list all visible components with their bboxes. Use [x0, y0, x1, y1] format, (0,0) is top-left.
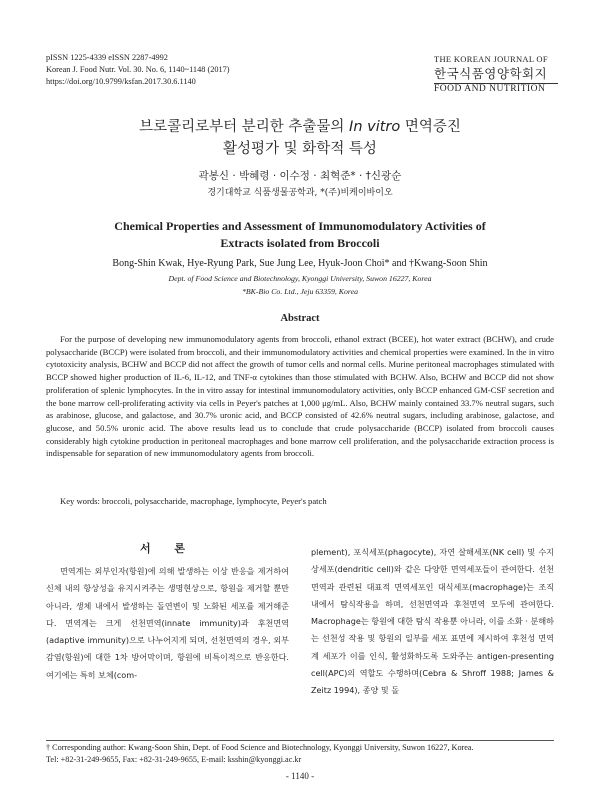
english-title-line2: Extracts isolated from Broccoli — [220, 236, 380, 250]
abstract-text: For the purpose of developing new immunomodulatory agents from broccoli, ethanol extract (BCEE), hot water extract (BCHW), and crude polysaccharide (BCCP) were isolated from broccoli, and their immunomodulatory activities and chemical properties were examined. In the in vitro cytotoxicity analysis, BCHW and BCCP did not affect the growth of tumor cells and normal cells. Murine peritoneal macrophages stimulated with BCCP showed higher production of IL-6, IL-12, and TNF-α cytokines than those stimulated with BCHW. Also, BCHW and BCCP did not show proliferation of splenic lymphocytes. In the in vitro assay for intestinal immunomodulatory activities, only BCCP enhanced GM-CSF secretion and the bone marrow cell-proliferating activity via cells in Peyer's patches at 1,000 μg/mL. Also, BCHW mainly contained 33.7% neutral sugars, such as arabinose, glucose, and galactose, and 30.7% uronic acid, and BCCP consisted of 42.6% neutral sugars, including arabinose, galactose, and glucose, and 50.5% uronic acid. The above results lead us to conclude that crude polysaccharide (BCCP) isolated from broccoli causes considerably high cytokine production in peritoneal macrophages and bone marrow cell proliferation, and the polysaccharide extraction process is indispensable for separation of new immunomodulatory agents from broccoli. — [46, 334, 554, 459]
footnote — [46, 742, 556, 766]
abstract-heading: Abstract — [280, 313, 320, 324]
korean-authors: 곽봉신 · 박혜령 · 이수정 · 최혁준* · †신광순 — [198, 170, 402, 182]
abstract-body — [46, 333, 554, 460]
body-left-column — [46, 563, 289, 684]
page-number: - 1140 - — [285, 771, 315, 781]
journal-name-korean: 한국식품영양학회지 — [434, 64, 558, 84]
journal-logo — [434, 54, 558, 94]
english-title-line1: Chemical Properties and Assessment of Immunomodulatory Activities of — [114, 219, 486, 233]
korean-affiliation: 경기대학교 식품생물공학과, *(주)비케이바이오 — [207, 188, 393, 198]
footnote-contact: Tel: +82-31-249-9655, Fax: +82-31-249-9655, E-mail: ksshin@kyonggi.ac.kr — [46, 755, 302, 764]
english-authors: Bong-Shin Kwak, Hye-Ryung Park, Sue Jung Lee, Hyuk-Joon Choi* and †Kwang-Soon Shin — [112, 258, 488, 269]
footnote-divider — [46, 740, 554, 741]
journal-name-bottom: FOOD AND NUTRITION — [434, 84, 546, 94]
english-affiliation-1: Dept. of Food Science and Biotechnology, Kyonggi University, Suwon 16227, Korea — [168, 274, 432, 283]
keywords: Key words: broccoli, polysaccharide, macrophage, lymphocyte, Peyer's patch — [60, 496, 327, 506]
korean-title-line2: 활성평가 및 화학적 특성 — [223, 141, 377, 157]
footnote-corresponding: † Corresponding author: Kwang-Soon Shin, Dept. of Food Science and Biotechnology, Kyonggi University, Suwon 16227, Korea. — [46, 743, 474, 752]
doi-link[interactable]: https://doi.org/10.9799/ksfan.2017.30.6.1140 — [46, 77, 196, 86]
intro-paragraph-left: 면역계는 외부인자(항원)에 의해 발생하는 이상 반응을 제거하여 신체 내의 항상성을 유지시켜주는 생명현상으로, 항원을 제거할 뿐만 아니라, 생체 내에서 발생하는 돌연변이 및 노화된 세포를 제거해준다. 면역계는 크게 선천면역(innate immunity)과 후천면역(adaptive immunity)으로 나누어지게 되며, 선천면역의 경우, 외부 감염(항원)에 대한 1차 방어막이며, 항원에 비특이적으로 반응한다. 여기에는 특히 보체(com- — [46, 566, 289, 680]
english-affiliation-2: *BK-Bio Co. Ltd., Jeju 63359, Korea — [241, 287, 358, 296]
body-right-column — [311, 544, 554, 700]
journal-name-top: THE KOREAN JOURNAL OF — [434, 54, 548, 64]
section-heading-introduction: 서 론 — [139, 542, 196, 555]
citation-line: Korean J. Food Nutr. Vol. 30. No. 6, 1140~1148 (2017) — [46, 65, 230, 74]
korean-title-line1: 브로콜리로부터 분리한 추출물의 In vitro 면역증진 — [139, 119, 461, 135]
intro-paragraph-right: plement), 포식세포(phagocyte), 자연 살해세포(NK cell) 및 수지상세포(dendritic cell)와 같은 다양한 면역세포들이 관여한다. 선천 면역과 관련된 대표적 면역세포인 대식세포(macrophage)는 조직 내에서 탐식작용을 하며, 선천면역과 후천면역 모두에 관여한다. Macrophage는 항원에 대한 탐식 작용뿐 아니라, 이를 소화 · 분해하는 선천성 작용 및 항원의 일부를 세포 표면에 제시하여 후천성 면역계 세포가 이를 인식, 활성화하도록 도와주는 antigen-presenting cell(APC)의 역할도 수행하며(Cebra & Shroff 1988; James & Zeitz 1994), 종양 및 돌 — [311, 547, 554, 696]
header-citation-block — [46, 52, 230, 88]
issn-line: pISSN 1225-4339 eISSN 2287-4992 — [46, 53, 168, 62]
